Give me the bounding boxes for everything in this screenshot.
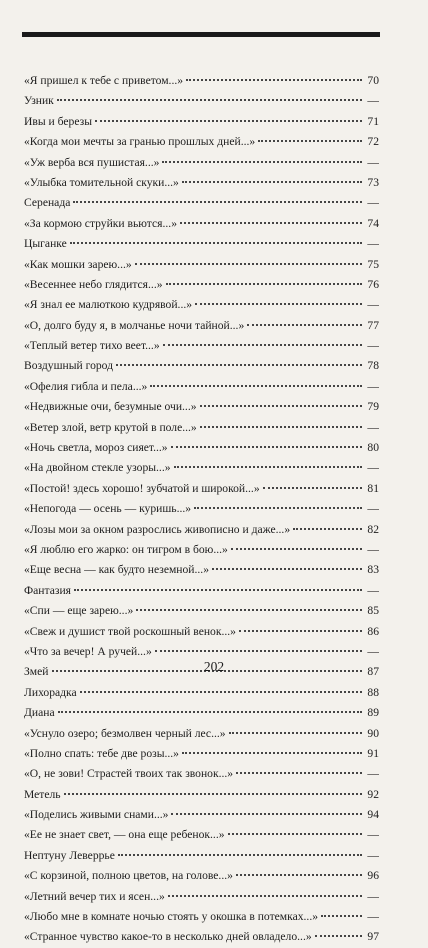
dot-leader (116, 364, 362, 366)
toc-entry (24, 622, 379, 642)
toc-entry-title: «На двойном стекле узоры...» (24, 461, 171, 475)
toc-entry-page: 77 (367, 318, 379, 332)
toc-entry (24, 438, 379, 458)
toc-entry (24, 112, 379, 132)
toc-entry-page: — (367, 420, 379, 434)
toc-entry-page: 91 (367, 746, 379, 760)
toc-entry-title: «Свеж и душист твой роскошный венок...» (24, 624, 236, 638)
dot-leader (182, 181, 362, 183)
toc-entry-title: «Еще весна — как будто неземной...» (24, 563, 209, 577)
dot-leader (236, 772, 362, 774)
toc-entry-title: «Ночь светла, мороз сияет...» (24, 441, 168, 455)
toc-entry-title: «За кормою струйки вьются...» (24, 216, 177, 230)
toc-entry-page: 87 (367, 665, 379, 679)
toc-entry (24, 173, 379, 193)
dot-leader (231, 548, 362, 550)
toc-entry (24, 805, 379, 825)
toc-entry-page: 72 (367, 135, 379, 149)
dot-leader (174, 466, 362, 468)
dot-leader (315, 935, 362, 937)
table-of-contents (24, 71, 379, 948)
toc-entry-title: Диана (24, 706, 55, 720)
toc-entry-page: — (367, 767, 379, 781)
toc-entry-title: «Теплый ветер тихо веет...» (24, 339, 160, 353)
toc-entry (24, 683, 379, 703)
toc-entry-title: «Весеннее небо глядится...» (24, 277, 163, 291)
toc-entry-title: «О, не зови! Страстей твоих так звонок...» (24, 767, 234, 781)
toc-entry (24, 479, 379, 499)
toc-entry-page: — (367, 889, 379, 903)
dot-leader (64, 793, 362, 795)
dot-leader (162, 161, 362, 163)
toc-entry-page: 79 (367, 400, 379, 414)
toc-entry (24, 336, 379, 356)
toc-entry-title: «Я люблю его жарко: он тигром в бою...» (24, 542, 228, 556)
dot-leader (57, 99, 362, 101)
toc-entry (24, 581, 379, 601)
toc-entry-page: 73 (367, 175, 379, 189)
toc-entry (24, 887, 379, 907)
dot-leader (236, 874, 362, 876)
toc-entry-page: 78 (367, 359, 379, 373)
toc-entry-title: «Лозы мои за окном разрослись живописно и даже...» (24, 522, 291, 536)
toc-entry-page: — (367, 461, 379, 475)
toc-entry-title: «Офелия гибла и пела...» (24, 379, 148, 393)
dot-leader (229, 732, 362, 734)
toc-entry-page: — (367, 542, 379, 556)
toc-entry (24, 234, 379, 254)
toc-entry-title: «Как мошки зарею...» (24, 257, 132, 271)
toc-entry (24, 316, 379, 336)
toc-entry (24, 764, 379, 784)
toc-entry (24, 499, 379, 519)
dot-leader (200, 426, 362, 428)
toc-entry-title: «Ветер злой, ветр крутой в поле...» (24, 420, 197, 434)
toc-entry-page: — (367, 155, 379, 169)
toc-entry-page: 81 (367, 481, 379, 495)
toc-entry-title: Нептуну Леверрье (24, 848, 115, 862)
toc-entry-page: — (367, 379, 379, 393)
toc-entry (24, 255, 379, 275)
toc-entry-title: «С корзиной, полною цветов, на голове...» (24, 869, 233, 883)
toc-entry (24, 703, 379, 723)
toc-entry-title: «Поделись живыми снами...» (24, 808, 169, 822)
toc-entry-page: — (367, 828, 379, 842)
dot-leader (136, 609, 362, 611)
toc-entry-title: «Спи — еще зарею...» (24, 604, 134, 618)
toc-entry-title: «Что за вечер! А ручей...» (24, 644, 152, 658)
toc-entry-page: 85 (367, 604, 379, 618)
dot-leader (186, 79, 362, 81)
toc-entry-page: 90 (367, 726, 379, 740)
toc-entry-page: — (367, 502, 379, 516)
toc-entry (24, 377, 379, 397)
dot-leader (118, 854, 362, 856)
toc-entry-page: 97 (367, 930, 379, 944)
dot-leader (163, 344, 362, 346)
toc-entry-page: 94 (367, 808, 379, 822)
toc-entry-page: 74 (367, 216, 379, 230)
toc-entry-title: Узник (24, 94, 54, 108)
dot-leader (180, 222, 362, 224)
page-number: 202 (203, 659, 225, 674)
toc-entry-page: 83 (367, 563, 379, 577)
toc-entry-title: «Когда мои мечты за гранью прошлых дней...» (24, 135, 256, 149)
dot-leader (247, 324, 362, 326)
toc-entry-page: 96 (367, 869, 379, 883)
dot-leader (73, 201, 362, 203)
top-rule (22, 32, 380, 37)
dot-leader (155, 650, 362, 652)
toc-entry (24, 397, 379, 417)
toc-entry-title: «Непогода — осень — куришь...» (24, 502, 192, 516)
toc-entry (24, 724, 379, 744)
toc-entry-title: «Я пришел к тебе с приветом...» (24, 74, 184, 87)
toc-entry (24, 520, 379, 540)
toc-entry (24, 418, 379, 438)
toc-entry-title: Серенада (24, 196, 71, 210)
toc-entry (24, 275, 379, 295)
toc-entry (24, 927, 379, 947)
toc-entry-page: — (367, 910, 379, 924)
dot-leader (263, 487, 362, 489)
dot-leader (239, 630, 362, 632)
toc-entry (24, 356, 379, 376)
toc-entry-page: — (367, 848, 379, 862)
dot-leader (228, 833, 362, 835)
toc-entry-title: «Недвижные очи, безумные очи...» (24, 400, 197, 414)
toc-entry (24, 132, 379, 152)
dot-leader (58, 711, 362, 713)
toc-entry (24, 907, 379, 927)
toc-entry (24, 560, 379, 580)
dot-leader (321, 915, 362, 917)
toc-entry-page: 70 (367, 74, 379, 87)
toc-entry-page: 82 (367, 522, 379, 536)
toc-entry (24, 866, 379, 886)
toc-entry-page: — (367, 644, 379, 658)
toc-entry-title: «Любо мне в комнате ночью стоять у окошка в потемках...» (24, 910, 319, 924)
toc-entry-title: «Странное чувство какое-то в несколько дней овладело...» (24, 930, 312, 944)
toc-entry-title: «Постой! здесь хорошо! зубчатой и широкой...» (24, 481, 260, 495)
toc-entry-title: «Летний вечер тих и ясен...» (24, 889, 165, 903)
toc-entry (24, 71, 379, 91)
toc-entry-title: «Уснуло озеро; безмолвен черный лес...» (24, 726, 226, 740)
dot-leader (171, 813, 362, 815)
toc-entry-title: «Улыбка томительной скуки...» (24, 175, 179, 189)
toc-entry (24, 601, 379, 621)
dot-leader (195, 303, 362, 305)
dot-leader (258, 140, 362, 142)
toc-entry-page: — (367, 583, 379, 597)
toc-entry (24, 846, 379, 866)
dot-leader (212, 568, 362, 570)
toc-entry-title: Ивы и березы (24, 114, 92, 128)
toc-entry (24, 785, 379, 805)
toc-entry-page: 71 (367, 114, 379, 128)
toc-entry-page: 89 (367, 706, 379, 720)
dot-leader (194, 507, 362, 509)
dot-leader (171, 446, 362, 448)
toc-entry-page: 80 (367, 441, 379, 455)
toc-entry (24, 744, 379, 764)
toc-entry-title: Воздушный город (24, 359, 114, 373)
toc-entry-page: — (367, 94, 379, 108)
toc-entry-page: 88 (367, 685, 379, 699)
dot-leader (182, 752, 362, 754)
toc-entry-page: — (367, 196, 379, 210)
toc-entry-page: 86 (367, 624, 379, 638)
toc-entry (24, 193, 379, 213)
toc-entry-title: Фантазия (24, 583, 71, 597)
dot-leader (95, 120, 362, 122)
toc-entry-title: Змей (24, 665, 49, 679)
toc-entry-page: 92 (367, 787, 379, 801)
toc-entry (24, 295, 379, 315)
toc-entry (24, 91, 379, 111)
toc-entry-page: 75 (367, 257, 379, 271)
toc-entry (24, 458, 379, 478)
dot-leader (80, 691, 362, 693)
dot-leader (70, 242, 362, 244)
toc-entry-title: «Я знал ее малюткою кудрявой...» (24, 298, 193, 312)
toc-entry-page: — (367, 298, 379, 312)
toc-entry-title: «Уж верба вся пушистая...» (24, 155, 160, 169)
toc-entry (24, 825, 379, 845)
toc-entry-title: Метель (24, 787, 61, 801)
toc-entry-title: «О, долго буду я, в молчанье ночи тайной...» (24, 318, 245, 332)
dot-leader (293, 528, 362, 530)
toc-entry-page: — (367, 237, 379, 251)
dot-leader (166, 283, 362, 285)
dot-leader (150, 385, 362, 387)
dot-leader (200, 405, 362, 407)
toc-entry-title: Лихорадка (24, 685, 77, 699)
toc-entry-title: «Полно спать: тебе две розы...» (24, 746, 179, 760)
toc-entry (24, 540, 379, 560)
toc-entry-title: «Ее не знает свет, — она еще ребенок...» (24, 828, 225, 842)
toc-entry (24, 214, 379, 234)
toc-entry (24, 153, 379, 173)
dot-leader (74, 589, 362, 591)
toc-entry-title: Цыганке (24, 237, 67, 251)
toc-entry-page: 76 (367, 277, 379, 291)
dot-leader (168, 895, 362, 897)
dot-leader (135, 263, 362, 265)
toc-entry-page: — (367, 339, 379, 353)
